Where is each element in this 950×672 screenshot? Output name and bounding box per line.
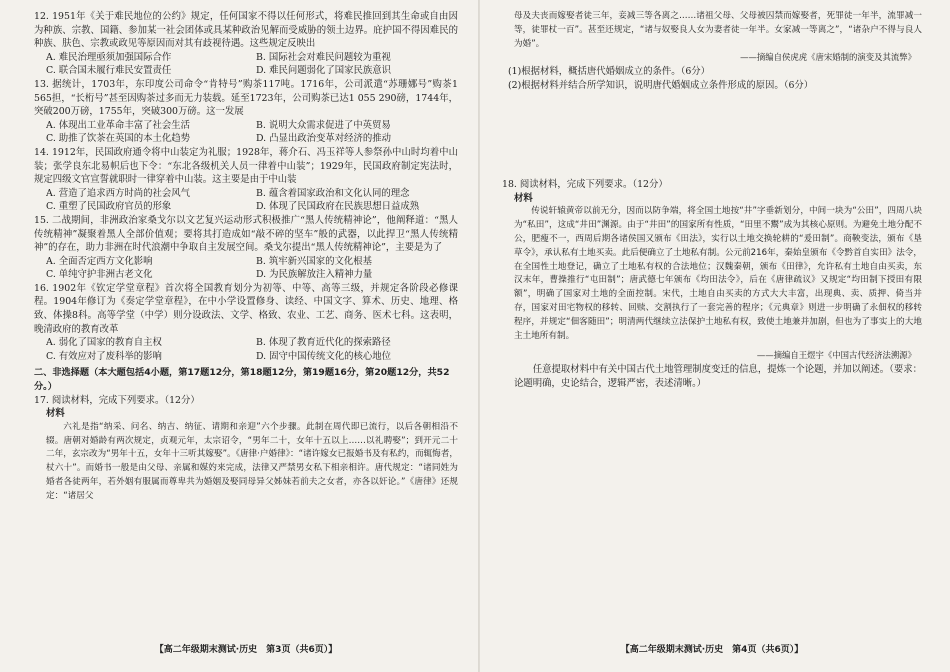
question-13	[34, 78, 458, 146]
question-17	[34, 394, 458, 504]
material-label: 材料	[514, 192, 533, 204]
exam-page-left	[20, 0, 472, 672]
material-text: 传说轩辕黄帝以前无分，因而以防争端，将全国土地按“井”字垂新划分，中间一块为“公田”，四周八块为“私田”，这成“井田”渊源。由于“井田”的国家所有性质，“田里不鬻”成为其核心原则。为避免土地分配不公，肥瘦不一，西周后期各诸侯国又颁布《田法》，实行以土地交换轮耕的“爰田制”。商鞅变法，颁布《垦草令》，承认私有土地买卖。此后便确立了土地私有制。公元前216年，秦始皇颁布《令黔首自实田》法令，在全国性土地登记，确立了土地私有权的合法地位；汉魏秦朝，颁布《田律》，允许私有土地自由买卖，东汉末年，曹操推行“屯田制”；唐武德七年颁布《均田法令》，后在《唐律疏议》又规定“均田制下授田有限额”，明确了国家对土地的全面控制。宋代，土地自由买卖的方式大大丰富，出现典、卖、质押、倚当并存，国家对田宅物权的移转、回赎、交割执行了一套完善的程序；《元典章》则进一步明确了永佃权的移转程序，并规定“佃客随田”；明清两代继续立法保护土地私有权，致使土地兼并加剧，但也为了事实上的大地主土地所有制。	[514, 206, 922, 341]
option-b: B. 体现了教育近代化的探索路径	[256, 337, 391, 349]
option-b: B. 国际社会对难民问题较为重视	[256, 51, 391, 63]
sub-question-1: (1)根据材料，概括唐代婚姻成立的条件。（6分）	[508, 65, 711, 77]
option-b: B. 说明大众需求促进了中英贸易	[256, 119, 391, 131]
option-c: C. 联合国未履行难民安置责任	[46, 65, 172, 77]
option-c: C. 重塑了民国政府官员的形象	[46, 201, 172, 213]
sub-question-2: (2)根据材料并结合所学知识，说明唐代婚姻成立条件形成的原因。（6分）	[508, 79, 814, 91]
answer-space	[502, 92, 922, 178]
material-text: 六礼是指“纳采、问名、纳吉、纳征、请期和亲迎”六个步骤。此制在周代即已流行，以后各朝相沿不辍。唐朝对婚龄有两次规定，贞观元年，太宗诏令，“男年二十，女年十五以上……以礼聘娶”；到开元二十二年，玄宗改为“男年十五，女年十三听其嫁娶”。《唐律·户婚律》：“诸许嫁女已报婚书及有私约，而辄悔者，杖六十”。而婚书一般是由父母、亲属和媒妁来完成，法律又严禁男女私下相亲相许。唐代规定：“诸同姓为婚者各徒两年，若外姻有服属而尊卑共为婚姻及娶同母异父姊妹若前夫之女者，亦各以奸论。”《唐律》还规定：“诸居父	[46, 421, 458, 501]
material-source: ——摘编自王煜宇《中国古代经济法溯源》	[756, 350, 916, 361]
options	[34, 51, 458, 78]
option-c: C. 有效应对了废科举的影响	[46, 350, 162, 362]
question-18	[502, 178, 922, 390]
material-source: ——摘编自侯虎虎《唐宋婚制的演变及其流弊》	[740, 52, 916, 63]
question-stem: 16. 1902年《钦定学堂章程》首次将全国教育划分为初等、中等、高等三级，并规定各阶段必修课程。1904年修订为《奏定学堂章程》，在中小学设置修身、读经、中国文字、算术、历史、地理、格致、体操8科。高等学堂（中学）则分设政法、文学、格致、农业、工艺、商务、医术七科。这表明，晚清政府的教育改革	[34, 282, 458, 335]
question-stem: 15. 二战期间，非洲政治家桑戈尔以文艺复兴运动形式积极推广“黑人传统精神论”，他阐释道：“黑人传统精神”凝聚着黑人全部价值观；要将其打造成如“敲不碎的坚车”般的武器，以此捍卫“黑人传统精神”的存在，助力非洲在时代浪潮中争取自主发展空间。桑戈尔提出“黑人传统精神论”，主要是为了	[34, 214, 458, 254]
question-prompt: 任意提取材料中有关中国古代土地管理制度变迁的信息，提炼一个论题，并加以阐述。（要求：论题明确，史论结合，逻辑严密，表述清晰。）	[514, 363, 922, 389]
question-stem: 12. 1951年《关于难民地位的公约》规定，任何国家不得以任何形式，将难民推回到其生命或自由因为种族、宗教、国籍、参加某一社会团体或具某种政治见解而受威胁的领土边界。庇护国不得因难民的种族、肤色、宗教或政见等原因而对其有歧视待遇。这些规定反映出	[34, 11, 458, 50]
option-d: D. 体现了民国政府在民族思想日益成熟	[256, 201, 420, 213]
section-heading: 二、非选择题（本大题包括4小题，第17题12分，第18题12分，第19题16分，第20题12分，共52分。）	[34, 367, 450, 393]
question-stem: 17. 阅读材料，完成下列要求。（12分）	[34, 394, 200, 406]
option-b: B. 筑牢新兴国家的文化根基	[256, 255, 372, 267]
option-c: C. 单纯守护非洲古老文化	[46, 269, 153, 281]
question-16	[34, 282, 458, 364]
exam-page-right	[488, 0, 936, 672]
question-stem: 14. 1912年，民国政府通令将中山装定为礼服；1928年，蒋介石、冯玉祥等人参祭孙中山时均着中山装；张学良东北易帜后也下令：“东北各级机关人员一律着中山装”；1929年，民国政府制定宪法时，规定四级文官宣誓就职时一律穿着中山装。这主要是由于中山装	[34, 146, 458, 186]
question-stem: 18. 阅读材料，完成下列要求。（12分）	[502, 179, 668, 191]
page-gutter	[478, 0, 480, 672]
option-d: D. 固守中国传统文化的核心地位	[256, 350, 392, 362]
option-c: C. 助推了饮茶在英国的本土化趋势	[46, 133, 191, 145]
option-a: A. 体现出工业革命丰富了社会生活	[46, 119, 190, 131]
options	[34, 187, 458, 214]
question-15	[34, 214, 458, 282]
material-text: 母及夫丧而嫁娶者徒三年，妾减三等各离之……诸祖父母、父母被囚禁而嫁娶者，死罪徒一年半，流罪减一等，徒罪杖一百”。甚至还规定，“诸与奴娶良人女为妻者徒一年半。女家减一等离之”，“诸杂户不得与良人为婚”。	[514, 11, 922, 49]
option-a: A. 难民治理亟须加强国际合作	[46, 51, 172, 63]
question-stem: 13. 据统计，1703年，东印度公司命令“肯特号”购茶117吨。1716年，公司派遣“苏珊娜号”购茶1 565担，“长桁号”甚至因购茶过多而无力装载。延至1723年，公司购茶已达1 055 290磅，1744年，突破200万磅，1755年，突破300万磅。这一发展	[34, 78, 458, 118]
option-a: A. 弱化了国家的教育自主权	[46, 337, 162, 349]
options	[34, 119, 458, 146]
page-footer: 【高二年级期末测试·历史 第3页（共6页）】	[154, 645, 338, 656]
question-14	[34, 146, 458, 214]
page-footer: 【高二年级期末测试·历史 第4页（共6页）】	[620, 645, 804, 656]
option-a: A. 营造了追求西方时尚的社会风气	[46, 187, 190, 199]
options	[34, 255, 458, 282]
question-17-continued	[502, 10, 922, 92]
option-d: D. 难民问题弱化了国家民族意识	[256, 65, 392, 77]
options	[34, 336, 458, 363]
material-label: 材料	[46, 408, 65, 420]
option-d: D. 为民族解放注入精神力量	[256, 269, 373, 281]
option-d: D. 凸显出政治变革对经济的推动	[256, 133, 392, 145]
question-12	[34, 10, 458, 78]
option-b: B. 蕴含着国家政治和文化认同的理念	[256, 187, 410, 199]
option-a: A. 全面否定西方文化影响	[46, 255, 153, 267]
